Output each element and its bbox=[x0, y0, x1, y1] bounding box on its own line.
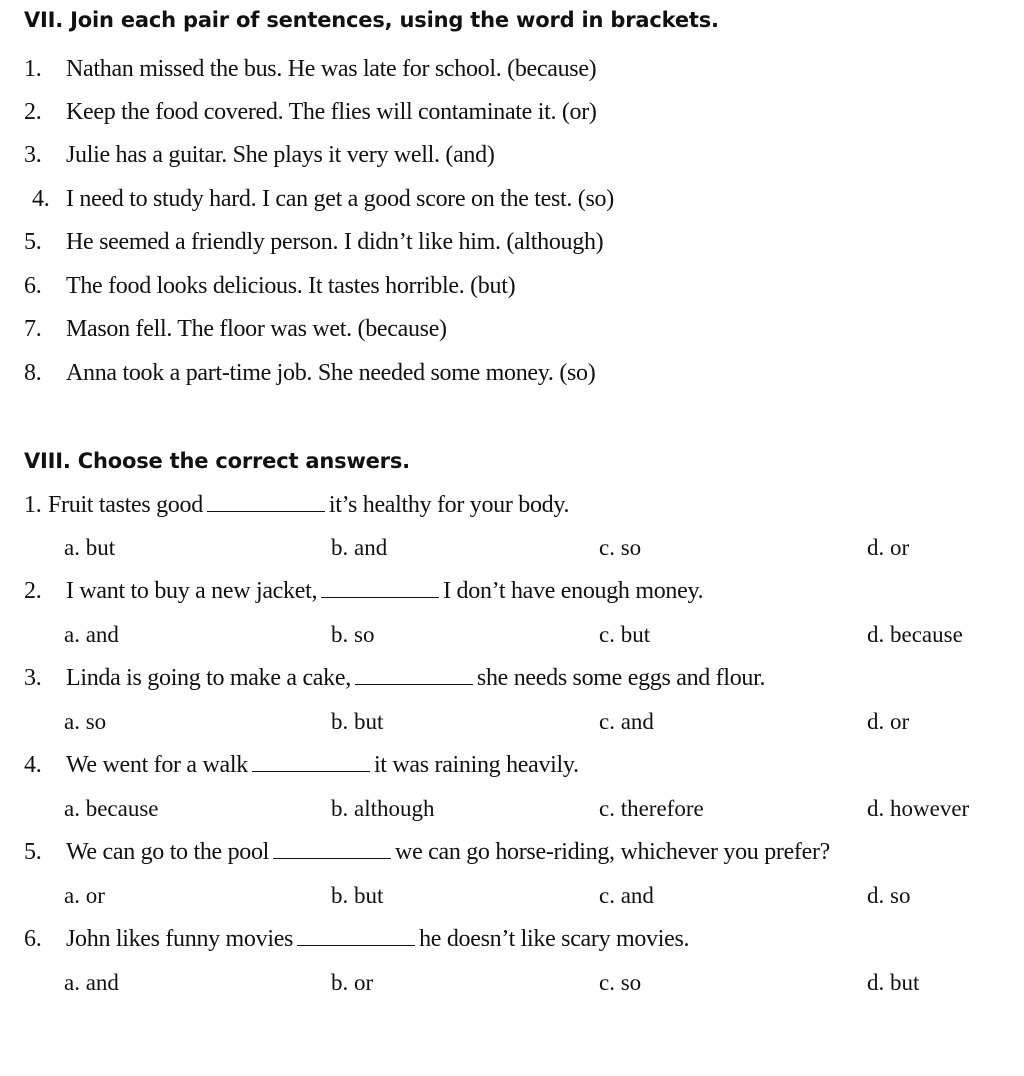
answer-blank bbox=[321, 579, 439, 598]
item-number: 7. bbox=[24, 316, 42, 342]
answer-blank bbox=[252, 753, 370, 772]
option-a: a. and bbox=[64, 970, 119, 995]
option-d: d. but bbox=[867, 970, 920, 995]
question-text bbox=[66, 578, 703, 605]
question-text-after: he doesn’t like scary movies. bbox=[419, 926, 690, 952]
question-text-before: Fruit tastes good bbox=[48, 492, 203, 518]
question-text-after: it was raining heavily. bbox=[373, 752, 579, 778]
item-number: 5. bbox=[24, 229, 42, 255]
question-text bbox=[66, 926, 689, 953]
option-b: b. and bbox=[331, 535, 388, 560]
item-number: 2. bbox=[24, 99, 42, 125]
option-c: c. and bbox=[599, 709, 654, 734]
question-number: 3. bbox=[24, 665, 42, 691]
option-a: a. because bbox=[64, 796, 159, 821]
option-a: a. and bbox=[64, 622, 119, 647]
question-text-before: Linda is going to make a cake, bbox=[66, 665, 351, 691]
option-b: b. or bbox=[331, 970, 374, 995]
question-number: 5. bbox=[24, 839, 42, 865]
option-c: c. so bbox=[599, 970, 642, 995]
option-a: a. but bbox=[64, 535, 116, 560]
option-d: d. or bbox=[867, 709, 910, 734]
answer-blank bbox=[297, 927, 415, 946]
item-text: Nathan missed the bus. He was late for school. (because) bbox=[66, 56, 597, 82]
question-number: 1. bbox=[24, 492, 42, 518]
item-number: 4. bbox=[32, 186, 50, 212]
question-text-before: I want to buy a new jacket, bbox=[66, 578, 318, 604]
option-b: b. but bbox=[331, 883, 384, 908]
item-text: He seemed a friendly person. I didn’t like him. (although) bbox=[66, 229, 604, 255]
question-text-after: it’s healthy for your body. bbox=[328, 492, 570, 518]
question-text bbox=[66, 752, 579, 779]
answer-blank bbox=[207, 493, 325, 512]
question-number: 4. bbox=[24, 752, 42, 778]
question-text-before: John likes funny movies bbox=[66, 926, 294, 952]
answer-blank bbox=[273, 840, 391, 859]
item-number: 8. bbox=[24, 360, 42, 386]
option-c: c. but bbox=[599, 622, 651, 647]
option-d: d. because bbox=[867, 622, 963, 647]
option-c: c. and bbox=[599, 883, 654, 908]
option-d: d. so bbox=[867, 883, 911, 908]
item-number: 6. bbox=[24, 273, 42, 299]
option-b: b. but bbox=[331, 709, 384, 734]
item-text: Mason fell. The floor was wet. (because) bbox=[66, 316, 447, 342]
option-b: b. so bbox=[331, 622, 375, 647]
item-text: Anna took a part-time job. She needed some money. (so) bbox=[66, 360, 596, 386]
question-text-before: We can go to the pool bbox=[66, 839, 270, 865]
section-8-title: VIII. Choose the correct answers. bbox=[24, 449, 410, 473]
option-d: d. however bbox=[867, 796, 970, 821]
question-text-after: we can go horse-riding, whichever you prefer? bbox=[395, 839, 831, 865]
question-number: 2. bbox=[24, 578, 42, 604]
answer-blank bbox=[355, 666, 473, 685]
option-a: a. or bbox=[64, 883, 105, 908]
question-text-after: I don’t have enough money. bbox=[443, 578, 704, 604]
question-text bbox=[48, 492, 569, 519]
question-text-before: We went for a walk bbox=[66, 752, 248, 778]
question-number: 6. bbox=[24, 926, 42, 952]
option-a: a. so bbox=[64, 709, 107, 734]
option-b: b. although bbox=[331, 796, 435, 821]
option-c: c. therefore bbox=[599, 796, 704, 821]
item-number: 3. bbox=[24, 142, 42, 168]
item-text: Keep the food covered. The flies will contaminate it. (or) bbox=[66, 99, 597, 125]
item-number: 1. bbox=[24, 56, 42, 82]
option-c: c. so bbox=[599, 535, 642, 560]
item-text: Julie has a guitar. She plays it very well. (and) bbox=[66, 142, 495, 168]
section-7-title: VII. Join each pair of sentences, using the word in brackets. bbox=[24, 8, 719, 32]
option-d: d. or bbox=[867, 535, 910, 560]
item-text: The food looks delicious. It tastes horrible. (but) bbox=[66, 273, 516, 299]
question-text bbox=[66, 665, 765, 692]
question-text bbox=[66, 839, 830, 866]
question-text-after: she needs some eggs and flour. bbox=[476, 665, 766, 691]
item-text: I need to study hard. I can get a good score on the test. (so) bbox=[66, 186, 614, 212]
